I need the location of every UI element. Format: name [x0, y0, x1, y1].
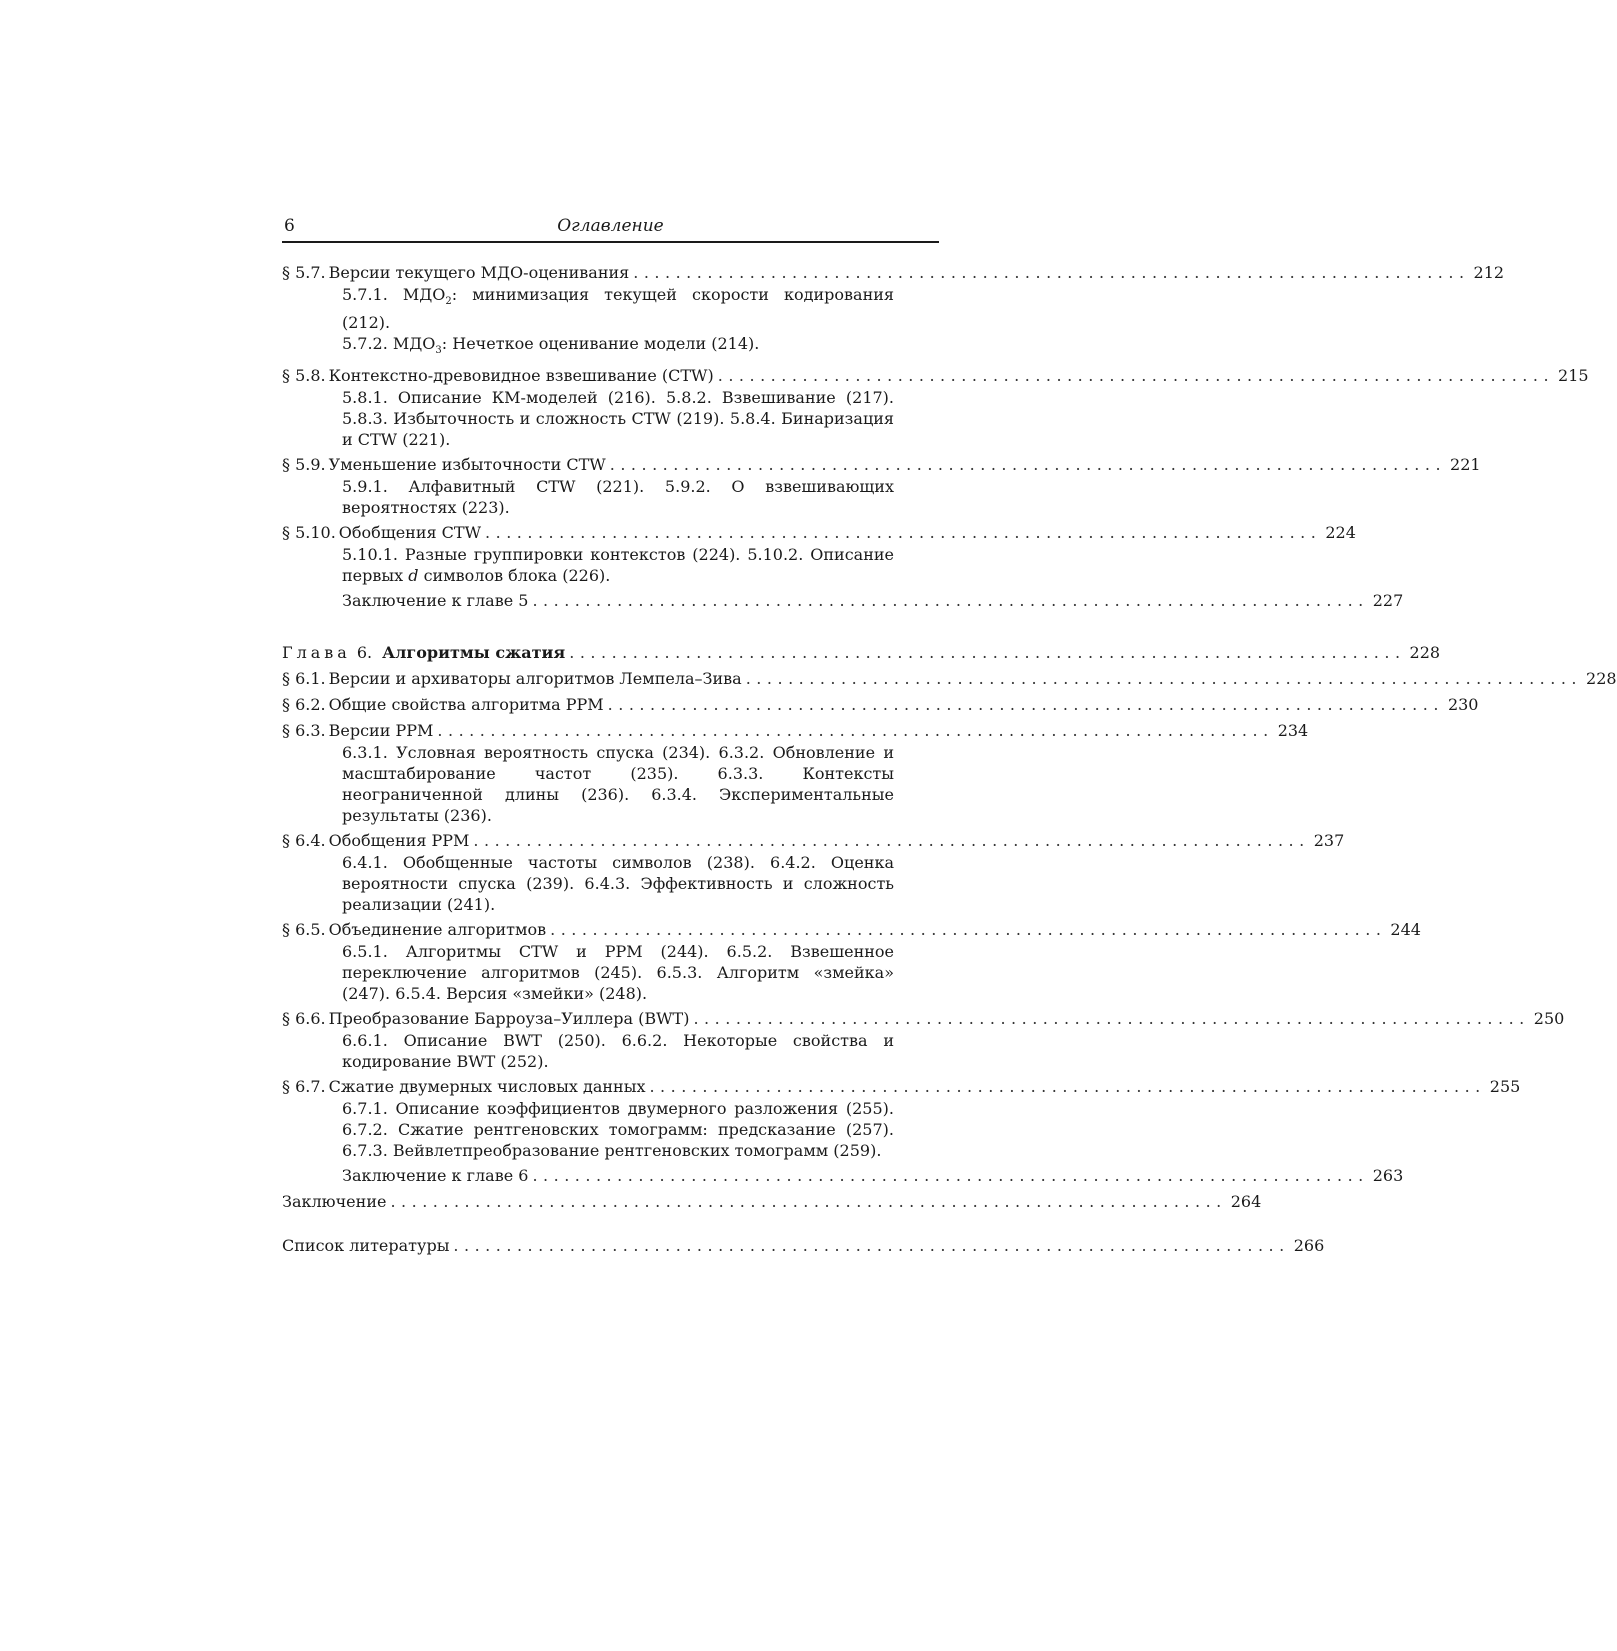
- section-number: § 5.7.: [282, 263, 326, 282]
- section-title: Заключение к главе 6: [342, 1166, 529, 1186]
- section-title: Версии и архиваторы алгоритмов Лемпела–Зива: [328, 669, 742, 689]
- leader-dots: ...............................................................................: [485, 523, 1322, 543]
- leader-dots: ...............................................................................: [390, 1192, 1227, 1212]
- page-number: 6: [284, 216, 295, 236]
- section-number: § 6.3.: [282, 721, 326, 741]
- toc-entry-6-7: [282, 1076, 1521, 1161]
- section-title: Общие свойства алгоритма PPM: [328, 695, 604, 715]
- leader-dots: ...............................................................................: [532, 591, 1369, 611]
- running-head: Оглавление: [557, 216, 664, 236]
- toc-entry-5-9: [282, 454, 1481, 518]
- section-title: Заключение к главе 5: [342, 591, 529, 611]
- leader-dots: ...............................................................................: [609, 455, 1447, 475]
- page-ref: 263: [1372, 1166, 1404, 1186]
- page-header: [282, 213, 939, 243]
- leader-dots: ...............................................................................: [693, 1009, 1530, 1029]
- section-number: § 6.5.: [282, 920, 326, 940]
- chapter-label: Глава: [282, 643, 351, 663]
- page-ref: 224: [1325, 523, 1356, 543]
- section-title: Версии PPM: [328, 721, 434, 741]
- leader-dots: ...............................................................................: [649, 1077, 1486, 1097]
- toc-entry-5-10: [282, 522, 1356, 586]
- page-ref: 250: [1533, 1009, 1565, 1029]
- leader-dots: ...............................................................................: [607, 695, 1444, 715]
- section-title: Версии текущего МДО-оценивания: [328, 263, 630, 282]
- section-title: Обобщения PPM: [328, 831, 470, 851]
- leader-dots: ...............................................................................: [569, 643, 1406, 663]
- section-number: § 6.2.: [282, 695, 326, 715]
- section-title: Сжатие двумерных числовых данных: [328, 1077, 646, 1097]
- page-ref: 237: [1313, 831, 1345, 851]
- section-number: § 6.7.: [282, 1077, 326, 1097]
- page-ref: 221: [1450, 455, 1481, 475]
- subsection-list: 6.5.1. Алгоритмы CTW и PPM (244). 6.5.2. Взвешенное переключение алгоритмов (245). 6.5.3. Алгоритм «змейка» (247). 6.5.4. Версия «змейки» (248).: [342, 942, 894, 1004]
- table-of-contents: [282, 262, 1617, 1257]
- toc-entry-6-3: [282, 720, 1309, 826]
- chapter-title: Алгоритмы сжатия: [382, 643, 566, 663]
- section-title: Преобразование Барроуза–Уиллера (BWT): [328, 1009, 690, 1029]
- leader-dots: ...............................................................................: [550, 920, 1387, 940]
- toc-entry-conclusion: [282, 1191, 1262, 1213]
- page-ref: 212: [1473, 263, 1505, 282]
- page-ref: 215: [1558, 366, 1589, 386]
- section-number: § 6.4.: [282, 831, 326, 851]
- subsection-list: 5.10.1. Разные группировки контекстов (224). 5.10.2. Описание первых d символов блока (226).: [342, 545, 894, 586]
- section-title: Заключение: [282, 1192, 387, 1212]
- section-title: Обобщения CTW: [338, 523, 482, 543]
- page-ref: 228: [1409, 643, 1441, 663]
- toc-entry-6-4: [282, 830, 1345, 915]
- leader-dots: ...............................................................................: [532, 1166, 1369, 1186]
- leader-dots: ...............................................................................: [473, 831, 1310, 851]
- section-number: § 5.10.: [282, 523, 336, 543]
- section-number: § 5.9.: [282, 455, 326, 475]
- toc-entry-6-1: [282, 668, 1617, 690]
- toc-entry-5-7: [282, 262, 1505, 361]
- subsection-list: 6.6.1. Описание BWT (250). 6.6.2. Некоторые свойства и кодирование BWT (252).: [342, 1031, 894, 1072]
- subsection-list: 6.7.1. Описание коэффициентов двумерного разложения (255). 6.7.2. Сжатие рентгеновских томограмм: предсказание (257). 6.7.3. Вейвлетпреобразование рентгеновских томограмм (259).: [342, 1099, 894, 1161]
- leader-dots: ...............................................................................: [717, 366, 1555, 386]
- subsection-list: 6.4.1. Обобщенные частоты символов (238). 6.4.2. Оценка вероятности спуска (239). 6.4.3. Эффективность и сложность реализации (241).: [342, 853, 894, 915]
- leader-dots: ...............................................................................: [453, 1236, 1290, 1256]
- toc-entry-5-8: [282, 365, 1589, 450]
- toc-entry-6-5: [282, 919, 1421, 1004]
- toc-entry-6-2: [282, 694, 1479, 716]
- subsection-list: 5.7.1. $МДО_2$: минимизация текущей скорости кодирования (212). 5.7.2. $МДО_3$: Нечеткое оценивание модели (214).: [342, 285, 895, 357]
- subsection-list: 5.9.1. Алфавитный CTW (221). 5.9.2. О взвешивающих вероятностях (223).: [342, 477, 894, 518]
- subsection-list: 6.3.1. Условная вероятность спуска (234). 6.3.2. Обновление и масштабирование частот (235). 6.3.3. Контексты неограниченной длины (236). 6.3.4. Экспериментальные результаты (236).: [342, 743, 894, 826]
- page-ref: 255: [1489, 1077, 1521, 1097]
- section-title: Уменьшение избыточности CTW: [328, 455, 606, 475]
- section-number: § 6.1.: [282, 669, 326, 689]
- leader-dots: ...............................................................................: [745, 669, 1583, 689]
- section-number: § 6.6.: [282, 1009, 326, 1029]
- page-ref: 234: [1277, 721, 1309, 741]
- toc-entry-bibliography: [282, 1235, 1325, 1257]
- page-ref: 227: [1372, 591, 1404, 611]
- toc-entry-6-6: [282, 1008, 1565, 1072]
- page-ref: 228: [1586, 669, 1617, 689]
- page-ref: 244: [1390, 920, 1421, 940]
- section-number: § 5.8.: [282, 366, 326, 386]
- leader-dots: ...............................................................................: [633, 263, 1470, 282]
- toc-entry-ch6-conclusion: [282, 1165, 1404, 1187]
- page-ref: 264: [1230, 1192, 1262, 1212]
- page-ref: 230: [1447, 695, 1479, 715]
- page-ref: 266: [1293, 1236, 1325, 1256]
- leader-dots: ...............................................................................: [437, 721, 1274, 741]
- section-title: Объединение алгоритмов: [328, 920, 547, 940]
- toc-entry-ch5-conclusion: [282, 590, 1404, 612]
- subsection-list: 5.8.1. Описание КМ-моделей (216). 5.8.2. Взвешивание (217). 5.8.3. Избыточность и сложность CTW (219). 5.8.4. Бинаризация и CTW (221).: [342, 388, 894, 450]
- section-title: Контекстно-древовидное взвешивание (CTW): [328, 366, 714, 386]
- toc-chapter-6: [282, 642, 1441, 664]
- chapter-number: 6.: [356, 643, 373, 663]
- section-title: Список литературы: [282, 1236, 450, 1256]
